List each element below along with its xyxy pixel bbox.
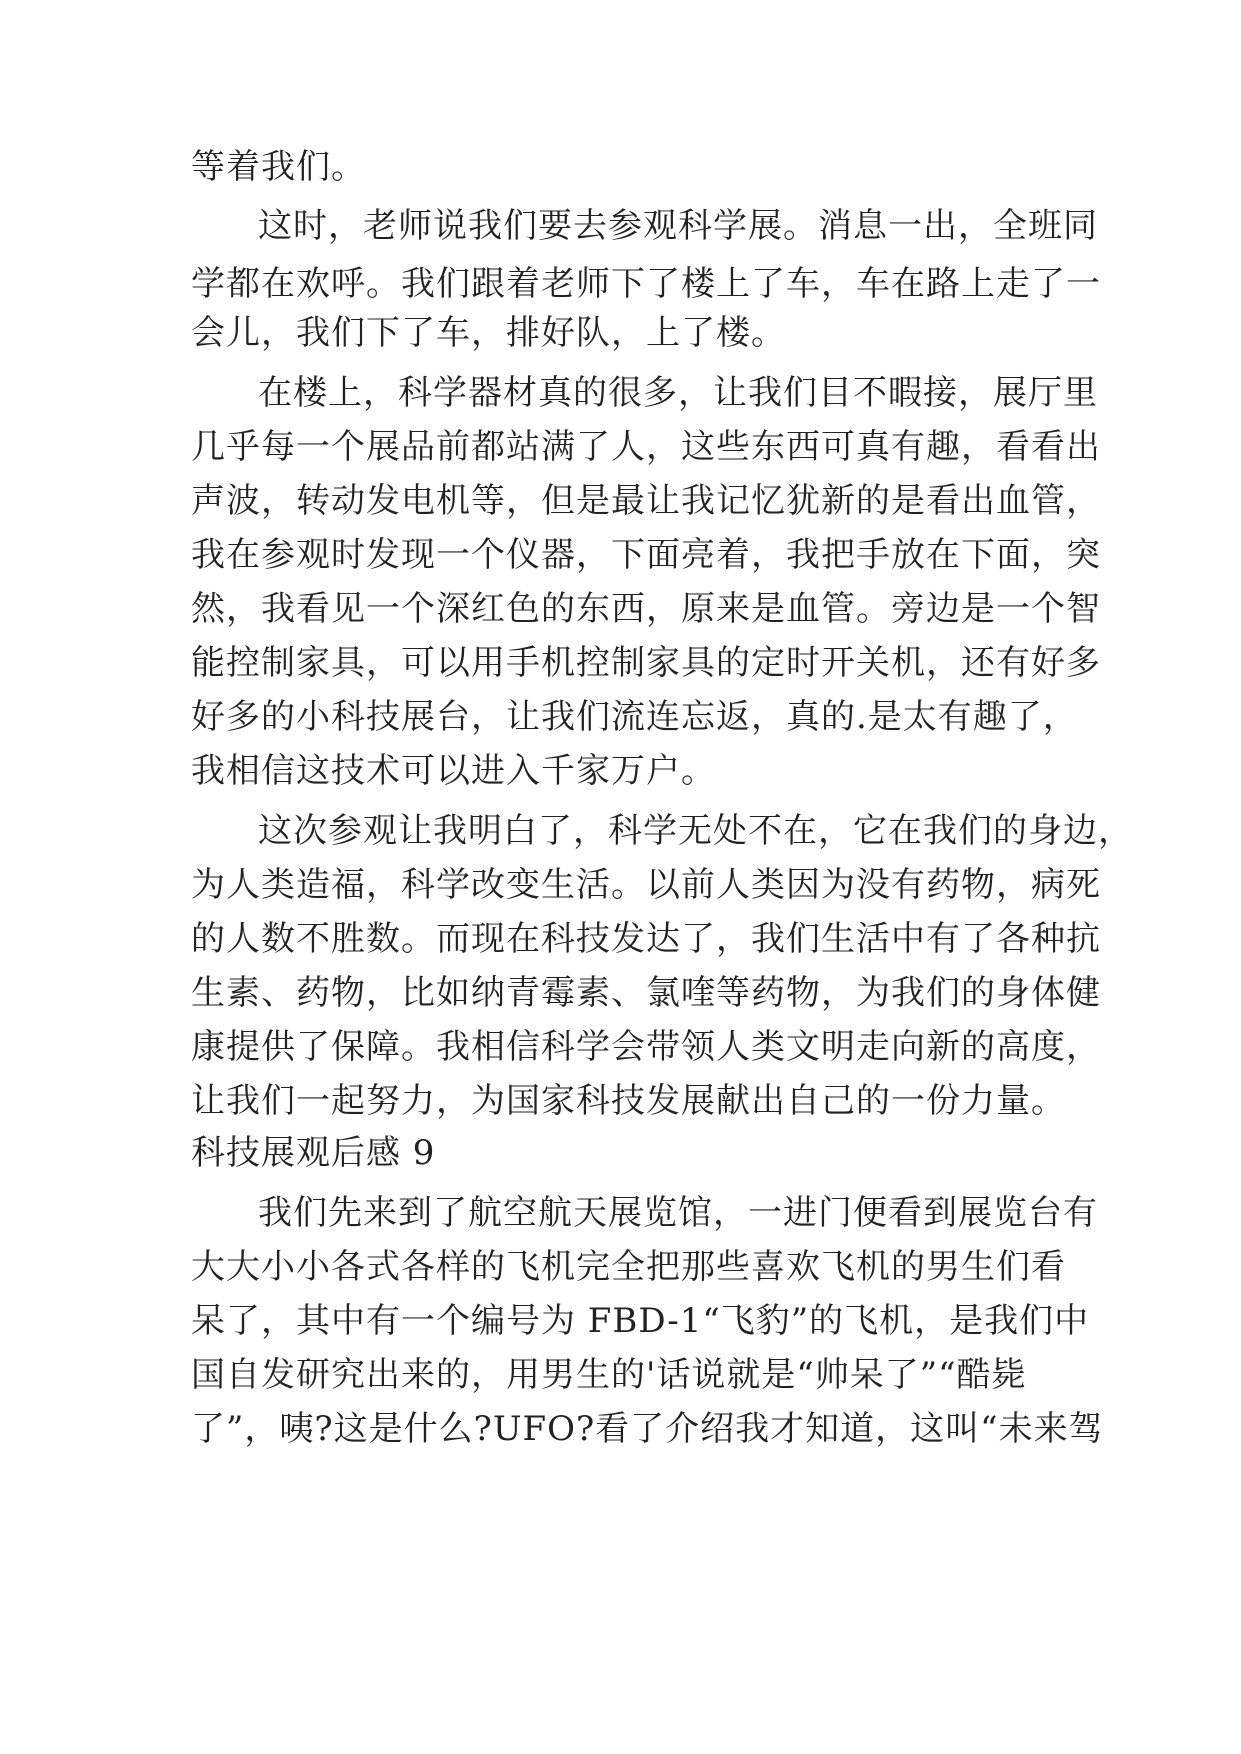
text-line: 了”，咦?这是什么?UFO?看了介绍我才知道，这叫“未来驾: [191, 1409, 1104, 1449]
text-line: 国自发研究出来的，用男生的'话说就是“帅呆了”“酷毙: [191, 1355, 1027, 1395]
paragraph-start-line: 在楼上，科学器材真的很多，让我们目不暇接，展厅里: [258, 373, 1098, 413]
text-line: 让我们一起努力，为国家科技发展献出自己的一份力量。: [191, 1081, 1066, 1121]
paragraph-start-line: 这时，老师说我们要去参观科学展。消息一出，全班同: [258, 206, 1098, 246]
text-line: 呆了，其中有一个编号为 FBD-1“飞豹”的飞机，是我们中: [191, 1301, 1090, 1341]
text-line: 我在参观时发现一个仪器，下面亮着，我把手放在下面，突: [191, 535, 1101, 575]
text-line: 几乎每一个展品前都站满了人，这些东西可真有趣，看看出: [191, 427, 1101, 467]
text-line: 的人数不胜数。而现在科技发达了，我们生活中有了各种抗: [191, 919, 1101, 959]
text-line: 然，我看见一个深红色的东西，原来是血管。旁边是一个智: [191, 589, 1101, 629]
text-line: 学都在欢呼。我们跟着老师下了楼上了车，车在路上走了一: [191, 264, 1101, 304]
text-line: 康提供了保障。我相信科学会带领人类文明走向新的高度，: [191, 1027, 1101, 1067]
text-line: 好多的小科技展台，让我们流连忘返，真的.是太有趣了，: [191, 697, 1078, 737]
section-heading: 科技展观后感 9: [191, 1133, 436, 1173]
text-line: 大大小小各式各样的飞机完全把那些喜欢飞机的男生们看: [191, 1247, 1066, 1287]
text-line: 声波，转动发电机等，但是最让我记忆犹新的是看出血管，: [191, 481, 1101, 521]
text-line: 能控制家具，可以用手机控制家具的定时开关机，还有好多: [191, 643, 1101, 683]
paragraph-start-line: 我们先来到了航空航天展览馆，一进门便看到展览台有: [258, 1193, 1098, 1233]
text-line: 等着我们。: [191, 147, 366, 187]
paragraph-start-line: 这次参观让我明白了，科学无处不在，它在我们的身边，: [258, 811, 1133, 851]
text-line: 我相信这技术可以进入千家万户。: [191, 751, 716, 791]
text-line: 为人类造福，科学改变生活。以前人类因为没有药物，病死: [191, 865, 1101, 905]
text-line: 会儿，我们下了车，排好队，上了楼。: [191, 313, 786, 353]
text-line: 生素、药物，比如纳青霉素、氯喹等药物，为我们的身体健: [191, 973, 1101, 1013]
